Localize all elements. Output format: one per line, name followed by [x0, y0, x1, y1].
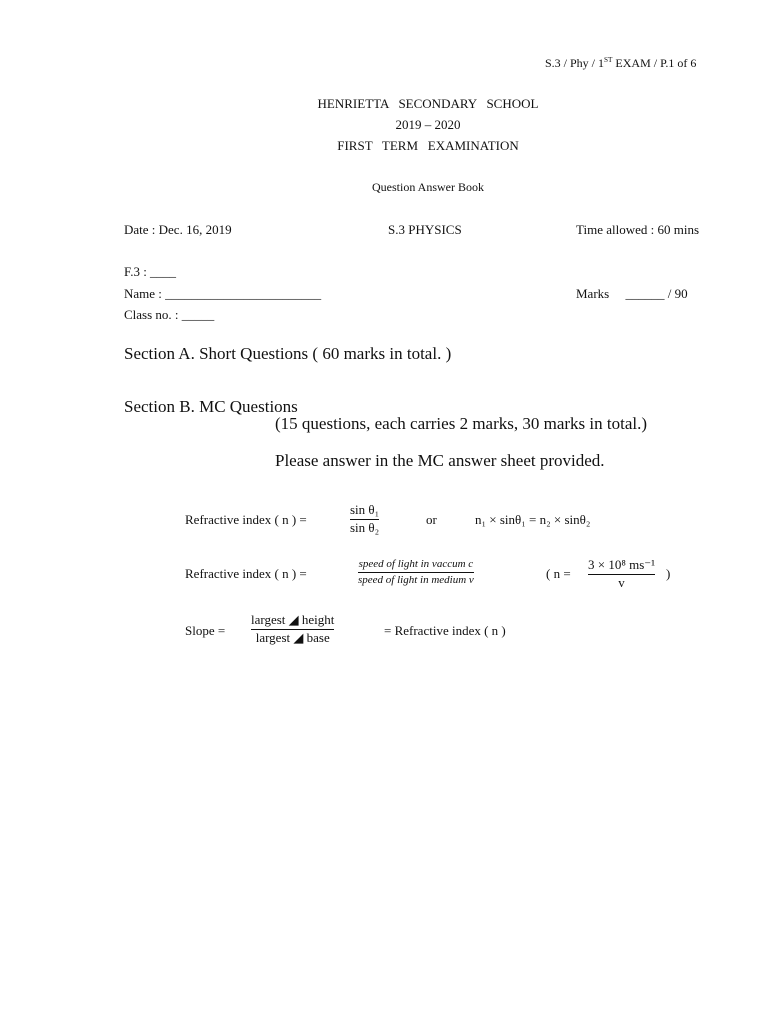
page-reference [545, 56, 696, 71]
fraction-bar [358, 572, 474, 573]
page-ref-suffix: EXAM / P.1 of 6 [612, 56, 697, 70]
time-allowed: Time allowed : 60 mins [576, 222, 700, 237]
marks-field: Marks ______ / 90 [576, 286, 688, 301]
formula-2-paren-open: ( n = [546, 566, 571, 581]
exam-subject: S.3 PHYSICS [388, 222, 462, 237]
formula-1-snell: n₁ × sinθ₁ = n₂ × sinθ₂ [475, 512, 591, 527]
formula-2-numerator: speed of light in vaccum c [358, 558, 474, 570]
formula-1-label: Refractive index ( n ) = [185, 512, 307, 527]
formula-1-fraction [350, 503, 379, 536]
formula-2-alt-fraction [588, 558, 655, 591]
formula-3-result: = Refractive index ( n ) [384, 623, 506, 638]
mc-instruction: Please answer in the MC answer sheet provided. [275, 451, 605, 470]
formula-1-or: or [426, 512, 437, 527]
formula-3-label: Slope = [185, 623, 226, 638]
formula-2-denominator: speed of light in medium v [358, 573, 474, 586]
section-a-heading: Section A. Short Questions ( 60 marks in total. ) [124, 344, 452, 363]
formula-3-denominator: largest ◢ base [255, 629, 330, 645]
book-title: Question Answer Book [372, 180, 484, 194]
page-ref-sup: ST [604, 56, 613, 64]
formula-2-paren-close: ) [666, 566, 671, 581]
exam-title: FIRST TERM EXAMINATION [337, 138, 519, 153]
formula-2-alt-numerator: 3 × 10⁸ ms⁻¹ [588, 557, 656, 572]
formula-3-numerator: largest ◢ height [251, 612, 335, 627]
formula-2-label: Refractive index ( n ) = [185, 566, 307, 581]
formula-2-alt-denominator: v [618, 574, 625, 590]
formula-2-fraction [358, 558, 474, 586]
name-field: Name : ________________________ [124, 286, 322, 301]
formula-1-denominator: sin θ₂ [350, 519, 380, 535]
form-field: F.3 : ____ [124, 264, 177, 279]
page-ref-prefix: S.3 / Phy / 1 [545, 56, 605, 70]
formula-3-fraction [251, 613, 334, 646]
section-b-heading: Section B. MC Questions [124, 397, 298, 416]
section-b-detail: (15 questions, each carries 2 marks, 30 marks in total.) [275, 414, 648, 433]
school-name: HENRIETTA SECONDARY SCHOOL [317, 96, 539, 111]
exam-date: Date : Dec. 16, 2019 [124, 222, 232, 237]
academic-year: 2019 – 2020 [395, 117, 461, 132]
class-no-field: Class no. : _____ [124, 307, 215, 322]
formula-1-numerator: sin θ₁ [350, 502, 380, 517]
